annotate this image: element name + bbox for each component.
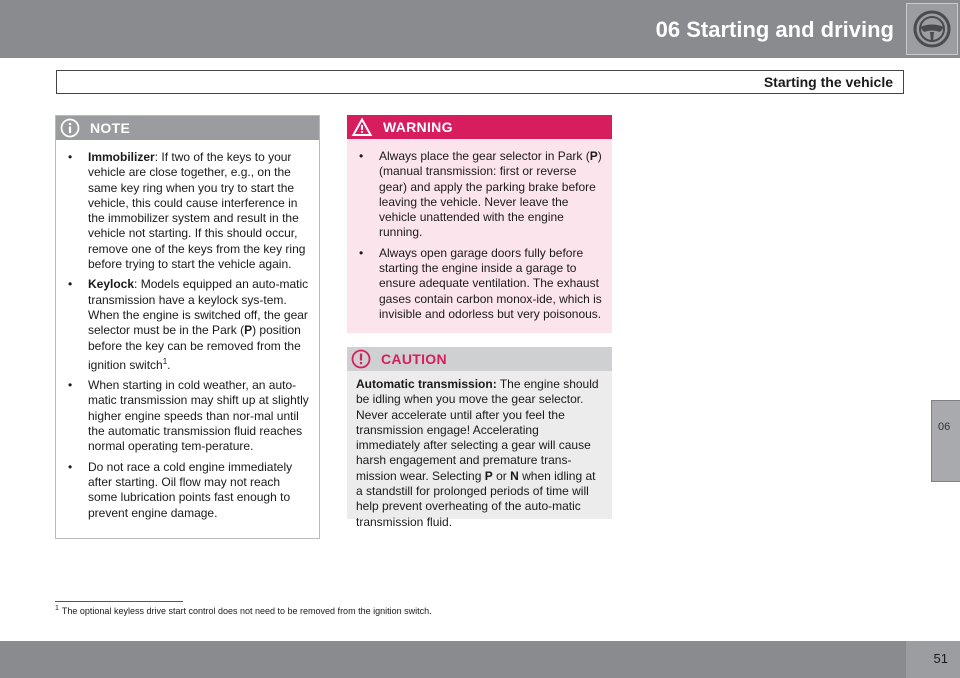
warning-list bbox=[347, 139, 612, 322]
list-item: • Always place the gear selector in Park (P) (manual transmission: first or reverse gear) and apply the parking brake before leaving the vehicle. Never leave the vehicle unattended with the engine running. bbox=[359, 149, 603, 241]
footnote-text: The optional keyless drive start control does not need to be removed from the ignition switch. bbox=[61, 606, 432, 616]
caution-header bbox=[347, 347, 612, 371]
steering-wheel-icon bbox=[911, 8, 953, 50]
info-icon bbox=[60, 118, 80, 138]
list-item: • Keylock: Models equipped an auto-matic transmission have a keylock sys-tem. When the engine is switched off, the gear selector must be in the Park (P) position before the key can be removed from the ignition switch$^1$. bbox=[68, 277, 310, 373]
header-band bbox=[0, 0, 960, 58]
warning-label: WARNING bbox=[383, 119, 453, 135]
chapter-tab[interactable] bbox=[931, 400, 960, 482]
page-number-box bbox=[906, 641, 960, 678]
warning-header bbox=[347, 115, 612, 139]
footnote bbox=[55, 605, 432, 616]
list-item: • Immobilizer: If two of the keys to your vehicle are close together, e.g., on the same key ring when you try to start the vehicle, this could cause interference in the immobilizer system and result in the vehicle not starting. If this should occur, remove one of the keys from the key ring before trying to start the vehicle again. bbox=[68, 150, 310, 272]
list-item: • When starting in cold weather, an auto-matic transmission may shift up at slightly higher engine speeds than nor-mal until the automatic transmission fluid reaches normal operating tem-perature. bbox=[68, 378, 310, 454]
chapter-tab-label: 06 bbox=[938, 421, 951, 433]
footer-band bbox=[0, 641, 906, 678]
keyword: Keylock bbox=[88, 277, 135, 292]
section-bar bbox=[56, 70, 904, 94]
gear-letter: P bbox=[484, 468, 493, 483]
warning-box bbox=[347, 115, 612, 333]
page-number: 51 bbox=[933, 651, 948, 666]
gear-letter: P bbox=[589, 149, 598, 163]
chapter-icon-box bbox=[906, 3, 958, 55]
note-box bbox=[55, 115, 320, 539]
note-list bbox=[56, 140, 319, 521]
footnote-divider bbox=[55, 601, 183, 602]
note-header bbox=[56, 116, 319, 140]
caution-text: Automatic transmission: The engine should be idling when you move the gear selector. Never accelerate until after you feel the transmission engage! Accelerating immediately after selecting a gear will cause harsh engagement and premature trans-mission wear. Selecting P or N when idling at a standstill for prolonged periods of time will help prevent overheating of the auto-matic transmission fluid. bbox=[356, 377, 599, 529]
note-label: NOTE bbox=[90, 120, 131, 136]
warning-triangle-icon bbox=[351, 117, 373, 137]
exclamation-circle-icon bbox=[351, 349, 371, 369]
keyword: Immobilizer bbox=[88, 150, 155, 164]
list-item: • Always open garage doors fully before starting the engine inside a garage to ensure adequate ventilation. The exhaust gases contain carbon monox-ide, which is invisible and odorless but very poisonous. bbox=[359, 246, 603, 322]
list-item: • Do not race a cold engine immediately after starting. Oil flow may not reach some lubrication points fast enough to prevent engine damage. bbox=[68, 460, 310, 521]
keyword: Automatic transmission: bbox=[356, 377, 497, 391]
footnote-ref[interactable]: 1 bbox=[162, 356, 168, 366]
gear-letter: N bbox=[510, 468, 519, 483]
gear-letter: P bbox=[244, 323, 253, 338]
chapter-title: 06 Starting and driving bbox=[655, 17, 894, 42]
footnote-marker: 1 bbox=[55, 605, 59, 612]
caution-box bbox=[347, 347, 612, 529]
section-title: Starting the vehicle bbox=[763, 74, 893, 90]
caution-label: CAUTION bbox=[381, 351, 447, 367]
